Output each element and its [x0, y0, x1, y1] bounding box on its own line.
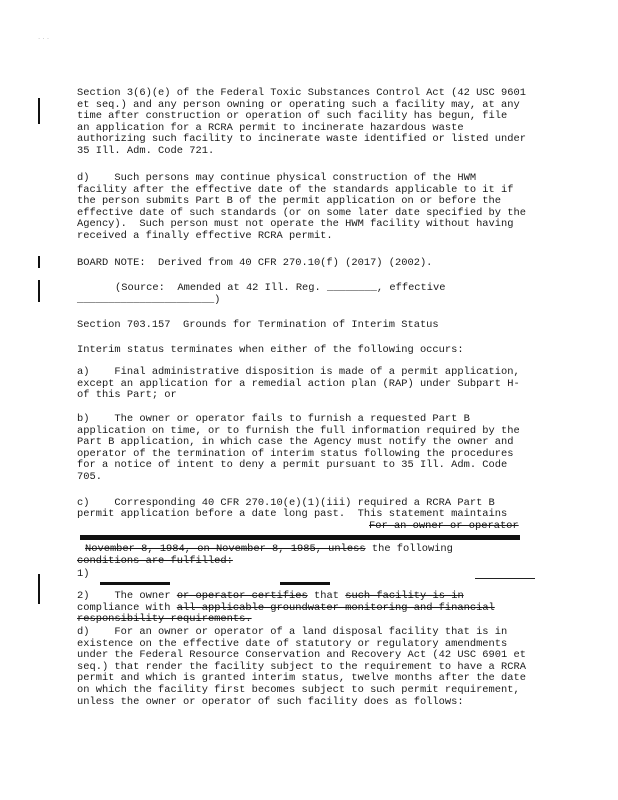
deleted-text: For an owner or operator [369, 520, 519, 532]
redaction-blot [280, 582, 330, 585]
scan-line [475, 578, 535, 579]
redaction-blot [100, 582, 170, 585]
revision-bar [38, 280, 40, 302]
deleted-text: such facility is in [345, 590, 464, 602]
item-c-2-text: that [314, 590, 339, 602]
intro-sentence: Interim status terminates when either of the following occurs: [77, 344, 464, 356]
item-a: a) Final administrative disposition is made of a permit application, except an application for a remedial action plan (RAP) under Subpart H- of this Part; or [77, 366, 520, 402]
board-note: BOARD NOTE: Derived from 40 CFR 270.10(f) (2017) (2002). [77, 257, 433, 269]
section-heading: Section 703.157 Grounds for Termination of Interim Status [77, 319, 439, 331]
source-note-continuation: ______________________) [77, 294, 221, 306]
item-c-line-4 [85, 544, 555, 556]
item-c-1-label: 1) [77, 568, 90, 580]
scan-artifact-mark: · · · [38, 35, 50, 43]
deleted-text: November 8, 1984, on November 8, 1985, unless [85, 543, 366, 555]
item-c-line-5 [77, 556, 547, 568]
paragraph-incineration-application: Section 3(6)(e) of the Federal Toxic Substances Control Act (42 USC 9601 et seq.) and any person owning or operating such a facility may, at any time after construction or operation of such facility has begun, file an application for a RCRA permit to incinerate hazardous waste authorizing such facility to incinerate waste identified or listed under 35 Ill. Adm. Code 721. [77, 87, 526, 157]
item-d: d) For an owner or operator of a land disposal facility that is in existence on the effective date of statutory or regulatory amendments under the Federal Resource Conservation and Recovery Act (42 USC 6901 et seq.) that render the facility subject to the requirement to have a RCRA permit and which is granted interim status, twelve months after the date on which the facility first becomes subject to such permit requirement, unless the owner or operator of such facility does as follows: [77, 626, 526, 708]
deleted-text: conditions are fulfilled: [77, 555, 233, 567]
item-c-tail: the following [371, 543, 453, 555]
revision-bar [38, 98, 40, 124]
deleted-text: responsibility requirements. [77, 613, 252, 625]
item-c-strike-1 [369, 521, 618, 533]
item-c-2-label: 2) [77, 590, 90, 602]
revision-bar [38, 574, 40, 604]
item-b: b) The owner or operator fails to furnish a requested Part B application on time, or to furnish the full information required by the Part B application, in which case the Agency must notify the owner and operator of the termination of interim status following the procedures for a notice of intent to deny a permit pursuant to 35 Ill. Adm. Code 705. [77, 413, 520, 483]
paragraph-d-construction: d) Such persons may continue physical construction of the HWM facility after the effective date of the standards applicable to it if the person submits Part B of the permit application on or before the effective date of such standards (or on some later date specified by the Agency). Such person must not operate the HWM facility without having received a finally effective RCRA permit. [77, 172, 526, 242]
item-c-2 [77, 591, 547, 603]
item-c-2-line-3 [77, 614, 547, 626]
item-c-line-1: c) Corresponding 40 CFR 270.10(e)(1)(iii) required a RCRA Part B [77, 497, 495, 509]
item-c-2-text: The owner [114, 590, 171, 602]
redaction-blot [80, 535, 520, 540]
item-c-2-text: compliance with [77, 602, 171, 614]
item-c-line-2: permit application before a date long past. This statement maintains [77, 508, 508, 520]
deleted-text: or operator certifies [176, 590, 308, 602]
source-note: (Source: Amended at 42 Ill. Reg. ________, effective [115, 282, 446, 294]
deleted-text: all applicable groundwater monitoring and financial [176, 602, 495, 614]
revision-bar [38, 256, 40, 268]
